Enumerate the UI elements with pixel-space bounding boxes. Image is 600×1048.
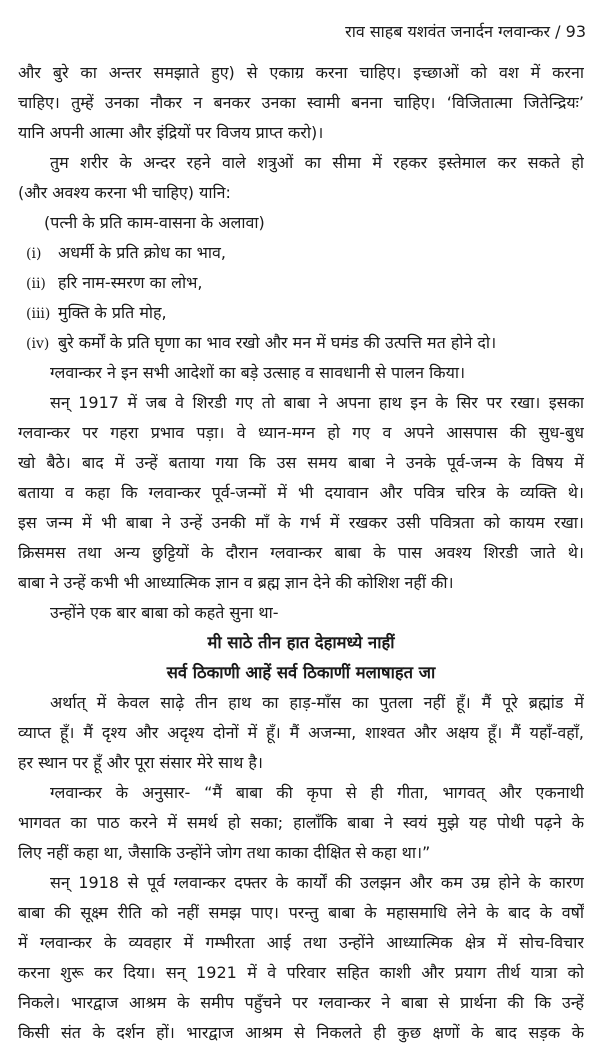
text-line: (और अवश्य करना भी चाहिए) यानि: [18,183,231,202]
text-line: और बुरे का अन्तर समझाते हुए) से एकाग्र करना चाहिए। इच्छाओं को वश में करना [18,63,584,82]
page-body [18,58,584,1048]
running-header: राव साहब यशवंत जनार्दन ग्लवान्कर / 93 [345,22,586,41]
verse-line: मी साठे तीन हात देहामध्ये नाहीं [207,633,395,652]
list-text: बुरे कर्मों के प्रति घृणा का भाव रखो और मन में घमंड की उत्पत्ति मत होने दो। [58,333,497,352]
text-line: चाहिए। तुम्हें उनका नौकर न बनकर उनका स्वामी बनना चाहिए। ‘विजितात्मा जितेन्द्रियः’ [18,93,584,112]
text-line: क्रिसमस तथा अन्य छुट्टियों के दौरान ग्लवान्कर बाबा के पास अवश्य शिरडी जाते थे। [18,543,584,562]
list-text: अधर्मी के प्रति क्रोध का भाव, [58,243,226,262]
text-line: खो बैठे। बाद में उन्हें बताया गया कि उस समय बाबा ने उनके पूर्व-जन्म के विषय में [18,453,584,472]
text-line: बताया व कहा कि ग्लवान्कर पूर्व-जन्मों में भी दयावान और पवित्र चरित्र के व्यक्ति थे। [18,483,584,502]
list-text: मुक्ति के प्रति मोह, [58,303,167,322]
verse-line: सर्व ठिकाणी आहें सर्व ठिकाणीं मलाषाहत जा [166,663,436,682]
text-line: ग्लवान्कर के अनुसार- “मैं बाबा की कृपा से ही गीता, भागवत् और एकनाथी [50,783,584,802]
text-line: अर्थात् में केवल साढ़े तीन हाथ का हाड़-माँस का पुतला नहीं हूँ। मैं पूरे ब्रह्मांड में [50,693,584,712]
text-line: इस जन्म में भी बाबा ने उन्हें उनकी माँ के गर्भ में रखकर उसी पवित्रता को कायम रखा। [18,513,584,532]
list-item [18,238,584,268]
list-item [18,298,584,328]
text-line: ग्लवान्कर ने इन सभी आदेशों का बड़े उत्साह व सावधानी से पालन किया। [50,363,466,382]
text-line: (पत्नी के प्रति काम-वासना के अलावा) [44,213,265,232]
text-line: उन्होंने एक बार बाबा को कहते सुना था- [50,603,279,622]
text-line: करना शुरू कर दिया। सन् 1921 में वे परिवार सहित काशी और प्रयाग तीर्थ यात्रा को [18,963,584,982]
text-line: यानि अपनी आत्मा और इंद्रियों पर विजय प्राप्त करो)। [18,123,324,142]
text-line: सन् 1917 में जब वे शिरडी गए तो बाबा ने अपना हाथ इन के सिर पर रखा। इसका [50,393,584,412]
text-line: ग्लवान्कर पर गहरा प्रभाव पड़ा। वे ध्यान-मग्न हो गए व अपने आसपास की सुध-बुध [18,423,584,442]
text-line: तुम शरीर के अन्दर रहने वाले शत्रुओं का सीमा में रहकर इस्तेमाल कर सकते हो [50,153,584,172]
list-number: (ii) [26,276,46,292]
text-line: बाबा ने उन्हें कभी भी आध्यात्मिक ज्ञान व ब्रह्म ज्ञान देने की कोशिश नहीं की। [18,573,454,592]
text-line: किसी संत के दर्शन हों। भारद्वाज आश्रम से निकलते ही कुछ क्षणों के बाद सड़क के [18,1023,584,1042]
text-line: निकले। भारद्वाज आश्रम के समीप पहुँचने पर ग्लवान्कर ने बाबा से प्रार्थना की कि उन्हें [18,993,584,1012]
text-line: सन् 1918 से पूर्व ग्लवान्कर दफ्तर के कार्यों की उलझन और कम उम्र होने के कारण [50,873,584,892]
list-number: (iv) [26,336,50,352]
list-number: (iii) [26,306,51,322]
list-text: हरि नाम-स्मरण का लोभ, [58,273,203,292]
text-line: बाबा की सूक्ष्म रीति को नहीं समझ पाए। परन्तु बाबा के महासमाधि लेने के बाद के वर्षों [18,903,584,922]
list-item [18,328,584,358]
list-number: (i) [26,246,42,262]
text-line: व्याप्त हूँ। मैं दृश्य और अदृश्य दोनों में हूँ। मैं अजन्मा, शाश्वत और अक्षय हूँ। मैं यहाँ-वहाँ, [18,723,584,742]
list-item [18,268,584,298]
text-line: लिए नहीं कहा था, जैसाकि उन्होंने जोग तथा काका दीक्षित से कहा था।” [18,843,431,862]
text-line: हर स्थान पर हूँ और पूरा संसार मेरे साथ है। [18,753,263,772]
text-line: में ग्लवान्कर के व्यवहार में गम्भीरता आई तथा उन्होंने आध्यात्मिक क्षेत्र में सोच-विचार [18,933,584,952]
text-line: भागवत का पाठ करने में समर्थ हो सका; हालाँकि बाबा ने स्वयं मुझे यह पोथी पढ़ने के [18,813,584,832]
